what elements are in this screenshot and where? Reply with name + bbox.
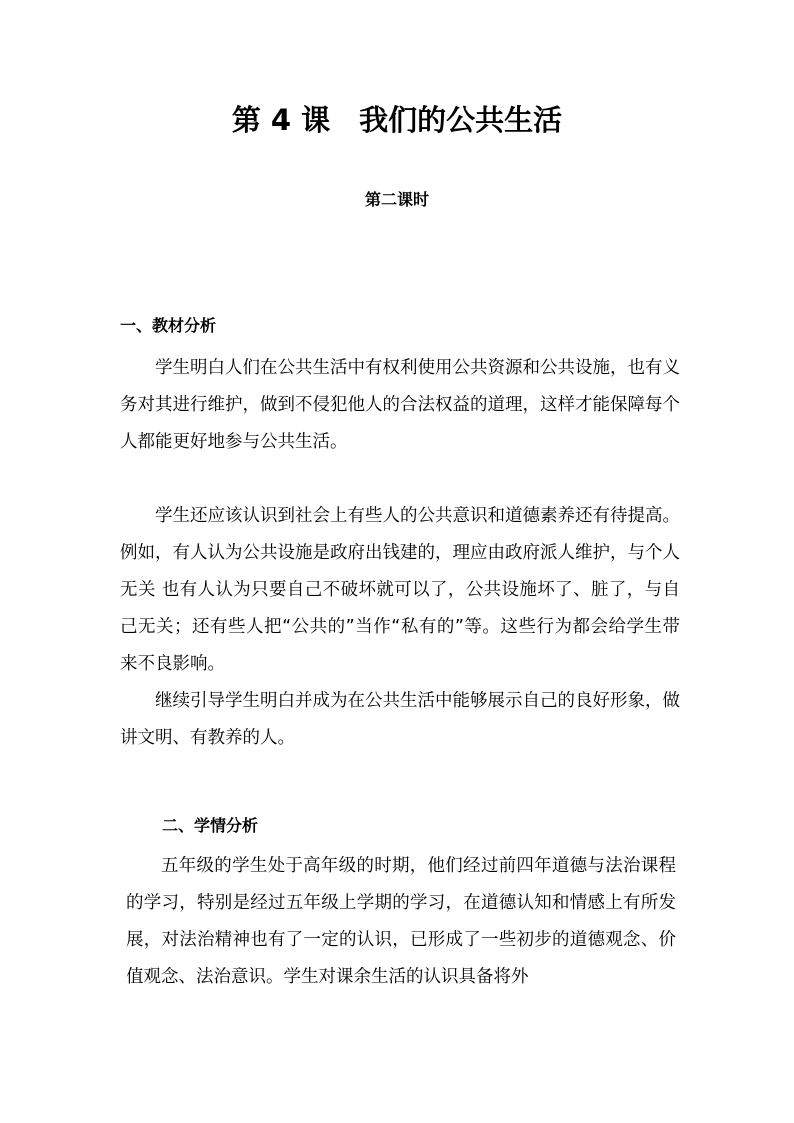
- paragraph: 学生明白人们在公共生活中有权利使用公共资源和公共设施，也有义务对其进行维护，做到不侵犯他人的合法权益的道理，这样才能保障每个人都能更好地参与公共生活。: [120, 358, 680, 452]
- section-heading-learner-analysis: 二、学情分析: [162, 816, 259, 835]
- page-title: 第 4 课 我们的公共生活: [231, 103, 563, 137]
- page-subtitle: 第二课时: [364, 190, 429, 209]
- paragraph: 继续引导学生明白并成为在公共生活中能够展示自己的良好形象，做讲文明、有教养的人。: [120, 691, 680, 748]
- paragraph: 五年级的学生处于高年级的时期，他们经过前四年道德与法治课程的学习，特别是经过五年级上学期的学习，在道德认知和情感上有所发展，对法治精神也有了一定的认识，已形成了一些初步的道德观念、价值观念、法治意识。学生对课余生活的认识具备将外: [126, 856, 676, 987]
- section-heading-textbook-analysis: 一、教材分析: [120, 316, 217, 335]
- paragraph: 学生还应该认识到社会上有些人的公共意识和道德素养还有待提高。例如，有人认为公共设施是政府出钱建的，理应由政府派人维护，与个人无关 也有人认为只要自己不破坏就可以了，公共设施坏了、脏了，与自己无关；还有些人把“公共的”当作“私有的”等。这些行为都会给学生带来不良影响。: [120, 506, 680, 674]
